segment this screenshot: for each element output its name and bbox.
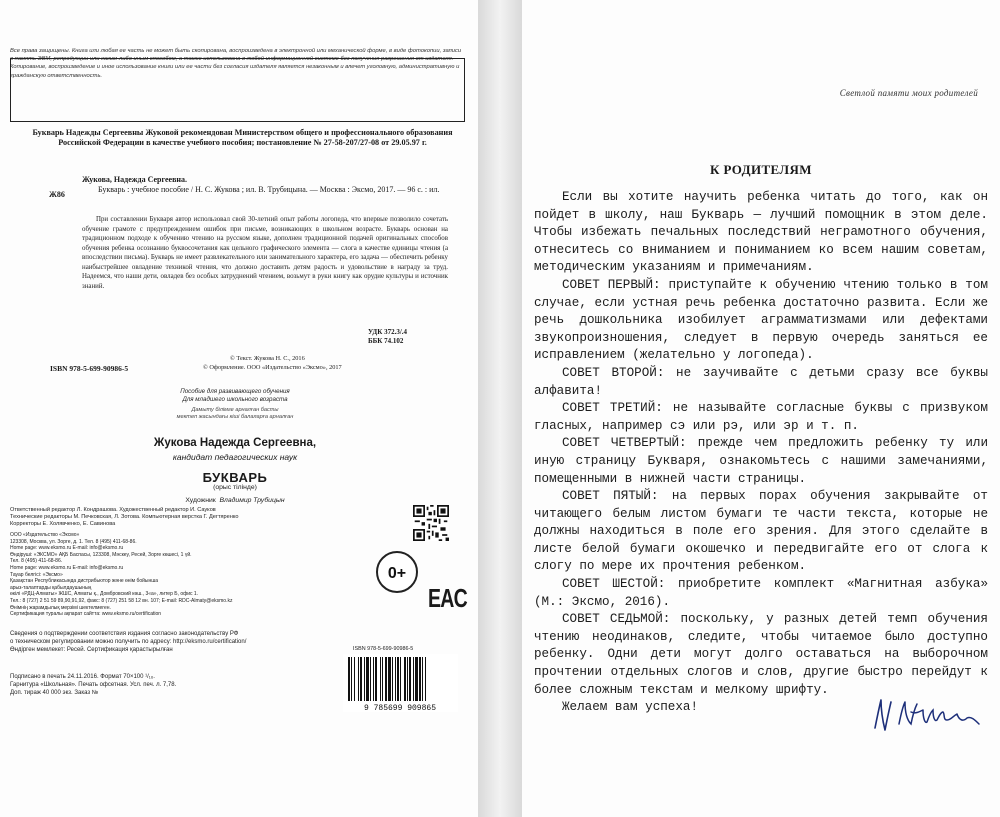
author-degree: кандидат педагогических наук [172,452,298,462]
bbk-code: ББК 74.102 [368,337,404,345]
dedication: Светлой памяти моих родителей [839,88,978,98]
rights-text: Все права защищены. Книга или любая ее часть не может быть скопирована, воспроизведена в электронной или механической форме, в виде фотокопии, записи в память ЭВМ, репродукции или каким-либо иным способом, а также использована в любой информационной системе без получения разрешения от издателя. Копирование, воспроизведение и иное использование книги или ее части без согласия издателя является незаконным и влечет уголовную, административную и гражданскую ответственность. [10,48,462,79]
staff-credits [10,507,400,529]
author-full-name: Жукова Надежда Сергеевна, [153,437,317,449]
advice-text [534,189,988,717]
paragraph: СОВЕТ ПЕРВЫЙ: приступайте к обучению чтению только в том случае, если устная речь ребенка достаточно развита. Если же речь дошкольника изобилует аграмматизмами или дефектами звукопроизношения, следует в первую очередь заняться ее исправлением (желательно у логопеда). [534,277,988,363]
staff-line: Ответственный редактор Л. Кондрашова. Художественный редактор И. Сауков [10,507,216,513]
barcode-bar [397,657,399,701]
author-signature [867,690,987,745]
print-line: Доп. тираж 40 000 экз. Заказ № [10,690,99,696]
paragraph: СОВЕТ ТРЕТИЙ: не называйте согласные буквы с призвуком гласных, например сэ или рэ, или эр и т. п. [534,401,988,433]
bibliographic-record [82,175,462,195]
staff-line: Технические редакторы М. Печковская, Л. Зотова. Компьютерная верстка Г. Дегтяренко [10,514,239,521]
book-title: БУКВАРЬ [202,470,268,485]
left-page [0,0,478,817]
barcode-bar [360,657,362,701]
barcode-bar [358,657,359,701]
section-title: К РОДИТЕЛЯМ [710,162,812,177]
barcode-bar [419,657,421,701]
publisher-line: өкілі «РДЦ-Алматы» ЖШС, Алматы қ., Домбровский көш., 3«а», литер Б, офис 1. [10,591,199,598]
udk-code: УДК 372.3/.4 [368,328,408,336]
classification-codes [368,328,407,346]
barcode-bar [351,657,352,701]
kazakh-line: Дамыту білімге арналған басты [191,407,279,413]
publisher-line: Home page: www.eksmo.ru E-mail: info@eksmo.ru [10,564,124,571]
barcode-icon [343,654,458,712]
paragraph: СОВЕТ ВТОРОЙ: не заучивайте с детьми сразу все буквы алфавита! [534,365,988,398]
paragraph: СОВЕТ СЕДЬМОЙ: поскольку, у разных детей темп обучения чтению неодинаков, следите, чтобы читаемое было доступно ребенку. Одни дети могут долго оставаться на выборочном прочтении отдельных слогов и слов, другие быстро перейдут к более сложным текстам и мелкому шрифту. [534,612,988,697]
copyright-notice [10,47,465,80]
abstract-text: При составлении Букваря автор использовал свой 30-летний опыт работы логопеда, что впервые позволило сочетать обучение грамоте с предупреждением ошибок при письме, возникающих в школьном возрасте. Букварь основан на традиционном подходе к обучению чтению на русском языке, дополнен традиционной подачей оригинальных способов обучения ребенка осознанию буквосочетания как цельного графического элемента — слога в качестве единицы чтения (а впоследствии письма). Букварь не имеет развлекательного или занимательного характера, его задача — обеспечить ребенку наибыстрейшее овладение техникой чтения, что должно доставить детям радость и удовольствие в награду за труд. Надеемся, что наши дети, овладев без особых затруднений чтением, возьмут в руки книгу как орудие культуры и источник знаний. [82,216,448,290]
book-subtitle: (орыс тілінде) [213,484,257,491]
author-heading: Жукова, Надежда Сергеевна. [82,175,188,184]
purpose-block [100,388,370,404]
paragraph: СОВЕТ ЧЕТВЕРТЫЙ: прежде чем предложить ребенку ту или иную страницу Букваря, ознакомьтесь с нашими замечаниями, помещенными в нижней части страницы. [534,436,988,486]
age-rating-badge [375,550,419,594]
publisher-line: ООО «Издательство «Эксмо» [10,532,80,538]
kazakh-line: мектеп жасындағы кіші балаларға арналған [176,414,294,420]
barcode-bar [388,657,391,701]
qr-code-icon [413,505,449,541]
copyright-text-line: © Текст. Жукова Н. С., 2016 [230,355,305,362]
publisher-line: Өнімнің жарамдылық мерзімі шектелмеген. [10,604,111,611]
purpose-line: Пособие для развивающего обучения [180,388,290,395]
paragraph: Желаем вам успеха! [562,700,699,715]
barcode-bar [385,657,387,701]
kazakh-purpose-block [130,407,340,421]
barcode-bar [354,657,355,701]
barcode-isbn: ISBN 978-5-699-90986-5 [353,646,414,652]
barcode-bar [382,657,383,701]
barcode-bar [413,657,414,701]
barcode-bar [400,657,401,701]
paragraph: СОВЕТ ШЕСТОЙ: приобретите комплект «Магнитная азбука» (М.: Эксмо, 2016). [534,577,988,609]
isbn-number: ISBN 978-5-699-90986-5 [50,364,129,373]
publisher-info [10,532,340,618]
staff-line: Корректоры Е. Холявченко, Е. Савинова [10,521,116,528]
cert-line: Өндірген мемлекет: Ресей. Сертификация қарастырылған [10,647,173,653]
publisher-line: арыз-талаптарды қабылдаушының [10,584,92,591]
recommendation-text: Букварь Надежды Сергеевны Жуковой рекомендован Министерством общего и профессионального образования Российской Федерации в качестве учебного пособия; постановление № 27-58-207/27-08 от 29.05.97 г. [32,128,453,147]
barcode-bar [375,657,377,701]
illustrator-name: Владимир Трубицын [219,497,285,504]
cert-line: о техническом регулировании можно получить по адресу: http://eksmo.ru/certification/ [10,639,247,645]
barcode-bar [425,657,426,701]
age-rating-text: 0+ [387,565,407,582]
barcode-bar [415,657,418,701]
book-gutter [478,0,522,817]
barcode-bar [404,657,406,701]
barcode-bar [407,657,408,701]
publisher-line: Тел.: 8 (727) 2 51 59 89,90,91,92, факс: 8 (727) 251 58 12 вн. 107; E-mail: RDC-Almaty@eksmo.kz [10,597,233,604]
illustrator-label: Художник [185,497,216,504]
paragraph: Если вы хотите научить ребенка читать до того, как он пойдет в школу, наш Букварь — лучший помощник в этом деле. Чтобы избежать печальных последствий неграмотного обучения, отнеситесь со вниманием и пониманием ко всем нашим советам, методическим указаниям и примечаниям. [534,190,988,275]
barcode-bar [366,657,369,701]
print-line: Подписано в печать 24.11.2016. Формат 70×100 ¹/₁₆. [10,674,155,680]
catalog-code: Ж86 [49,190,65,199]
publisher-line: Сертификация туралы ақпарат сайтта: www.eksmo.ru/certification [10,611,162,618]
publisher-line: Тауар белгісі: «Эксмо» [10,571,63,578]
barcode-bar [370,657,371,701]
barcode-bar [373,657,374,701]
paragraph: СОВЕТ ПЯТЫЙ: на первых порах обучения закрывайте от читающего белым листом бумаги те части текста, которые не должны находиться в поле его зрения. Для этого сделайте в листе белой бумаги окошечко и передвигайте его от слога к слогу по мере их прочтения ребенком. [534,489,988,574]
purpose-line: Для младшего школьного возраста [182,396,288,403]
barcode-digits: 9 785699 909865 [363,704,437,712]
copyright-lines [203,354,342,372]
right-page [522,0,1000,817]
barcode-bar [392,657,393,701]
publisher-line: Өндіруші: «ЭКСМО» АҚБ Баспасы, 123308, Мәскеу, Ресей, Зорге көшесі, 1 үй. [10,551,192,558]
bibliography-text: Букварь : учебное пособие / Н. С. Жукова ; ил. В. Трубицына. — Москва : Эксмо, 2017. — 96 с. : ил. [98,185,440,195]
publisher-line: Қазақстан Республикасында дистрибьютор және өнім бойынша [10,578,159,585]
barcode-bar [422,657,423,701]
notice-frame [10,58,465,122]
print-details [10,673,300,697]
barcode-bar [380,657,381,701]
publisher-line: Тел. 8 (495) 411-68-86. [10,558,63,565]
barcode-bar [409,657,411,701]
eac-mark: EAC [428,583,467,613]
illustrator-credit [100,497,370,504]
publisher-line: Home page: www.eksmo.ru E-mail: info@eksmo.ru [10,545,124,552]
copyright-design-line: © Оформление. ООО «Издательство «Эксмо», 2017 [203,364,342,371]
certification-info [10,630,330,654]
cert-line: Сведения о подтверждении соответствия издания согласно законодательству РФ [10,631,239,637]
barcode-bar [395,657,396,701]
barcode-bar [364,657,365,701]
publisher-line: 123308, Москва, ул. Зорге, д. 1. Тел. 8 (495) 411-68-86. [10,538,137,545]
print-line: Гарнитура «Школьная». Печать офсетная. Усл. печ. л. 7,78. [10,682,177,688]
barcode-bar [348,657,350,701]
